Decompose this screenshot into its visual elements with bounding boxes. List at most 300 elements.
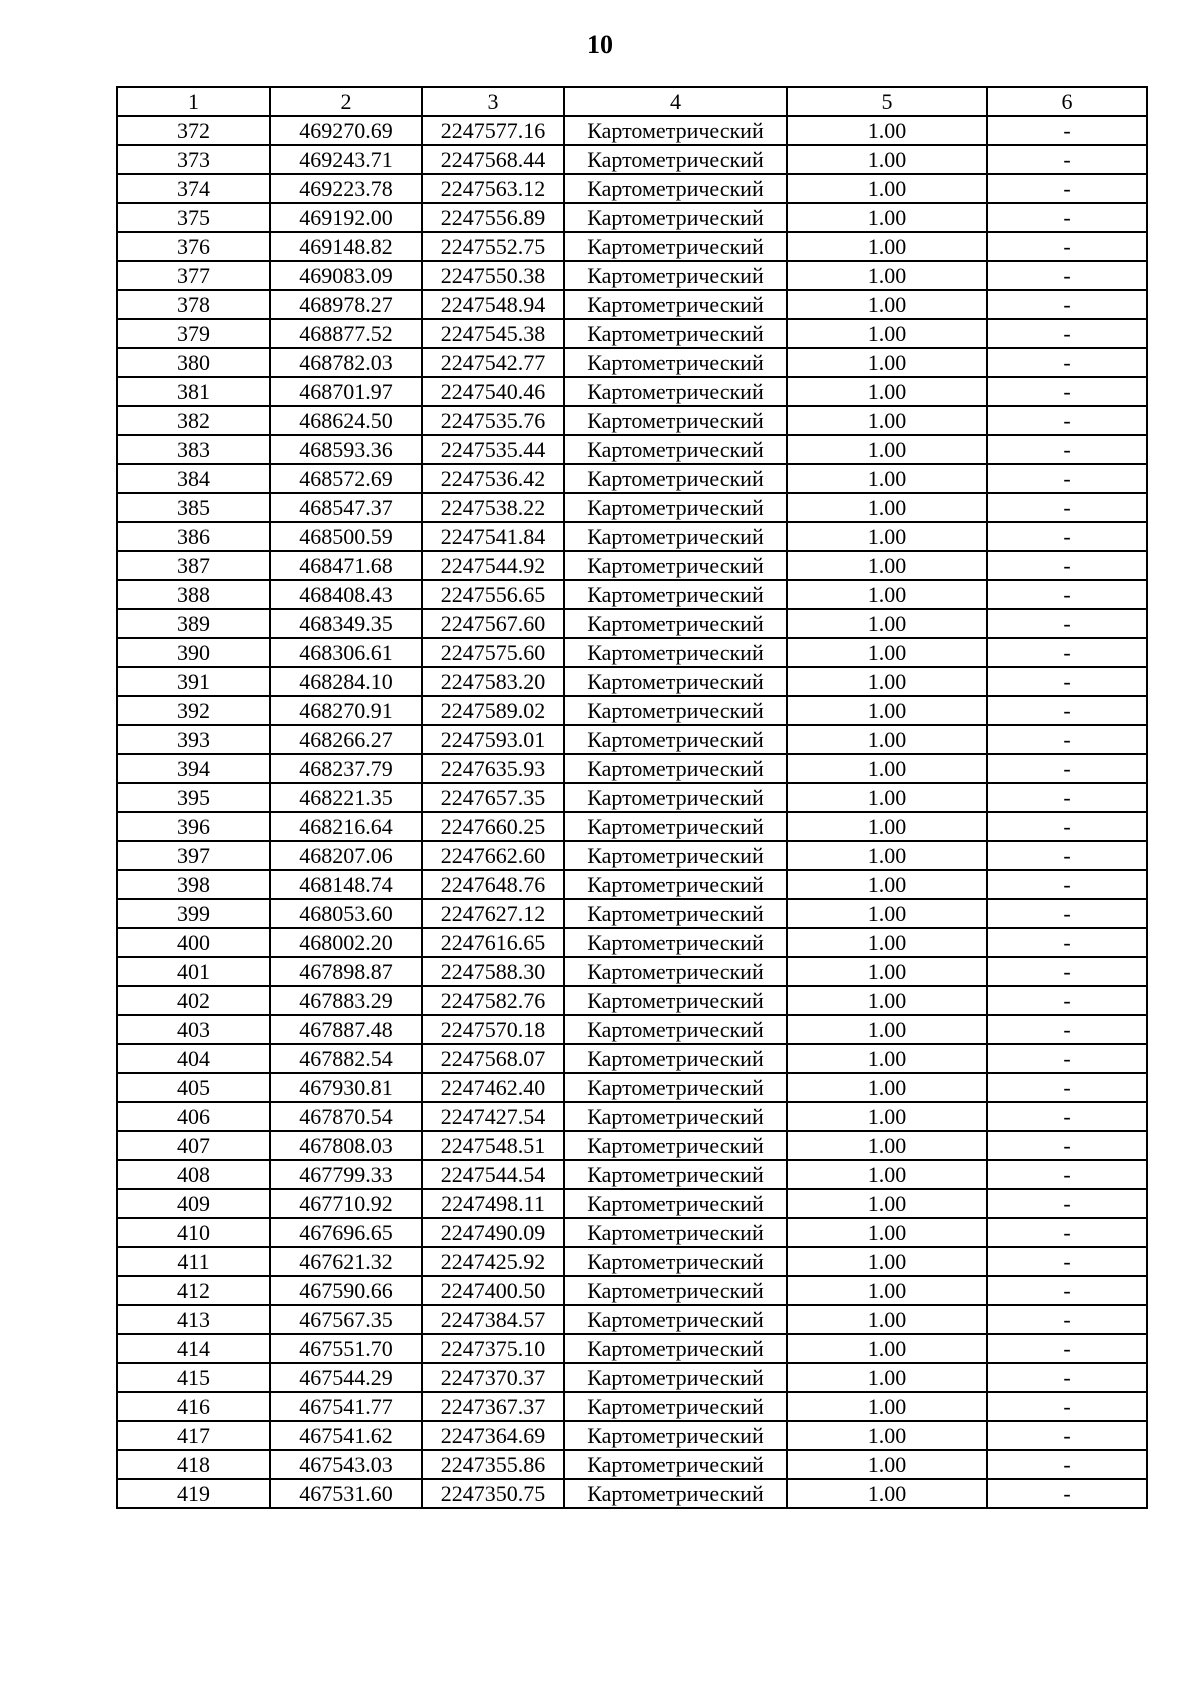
accuracy-cell: 1.00 (787, 1305, 987, 1334)
y-coordinate-cell: 2247616.65 (422, 928, 564, 957)
method-cell: Картометрический (564, 1450, 787, 1479)
column-header: 2 (270, 87, 422, 116)
note-cell: - (987, 638, 1147, 667)
method-cell: Картометрический (564, 957, 787, 986)
x-coordinate-cell: 468471.68 (270, 551, 422, 580)
accuracy-cell: 1.00 (787, 1160, 987, 1189)
point-number-cell: 378 (117, 290, 270, 319)
x-coordinate-cell: 468978.27 (270, 290, 422, 319)
note-cell: - (987, 957, 1147, 986)
coordinates-table (116, 86, 1148, 1509)
method-cell: Картометрический (564, 1160, 787, 1189)
note-cell: - (987, 1102, 1147, 1131)
accuracy-cell: 1.00 (787, 493, 987, 522)
method-cell: Картометрический (564, 377, 787, 406)
accuracy-cell: 1.00 (787, 261, 987, 290)
y-coordinate-cell: 2247568.07 (422, 1044, 564, 1073)
x-coordinate-cell: 469192.00 (270, 203, 422, 232)
note-cell: - (987, 116, 1147, 145)
method-cell: Картометрический (564, 145, 787, 174)
accuracy-cell: 1.00 (787, 725, 987, 754)
accuracy-cell: 1.00 (787, 174, 987, 203)
y-coordinate-cell: 2247355.86 (422, 1450, 564, 1479)
note-cell: - (987, 174, 1147, 203)
column-header: 3 (422, 87, 564, 116)
x-coordinate-cell: 467898.87 (270, 957, 422, 986)
point-number-cell: 379 (117, 319, 270, 348)
method-cell: Картометрический (564, 1247, 787, 1276)
x-coordinate-cell: 468148.74 (270, 870, 422, 899)
accuracy-cell: 1.00 (787, 1479, 987, 1508)
x-coordinate-cell: 467621.32 (270, 1247, 422, 1276)
point-number-cell: 384 (117, 464, 270, 493)
point-number-cell: 389 (117, 609, 270, 638)
point-number-cell: 403 (117, 1015, 270, 1044)
method-cell: Картометрический (564, 870, 787, 899)
method-cell: Картометрический (564, 841, 787, 870)
table-row (117, 754, 1147, 783)
accuracy-cell: 1.00 (787, 667, 987, 696)
table-row (117, 348, 1147, 377)
y-coordinate-cell: 2247552.75 (422, 232, 564, 261)
accuracy-cell: 1.00 (787, 348, 987, 377)
method-cell: Картометрический (564, 1392, 787, 1421)
method-cell: Картометрический (564, 522, 787, 551)
y-coordinate-cell: 2247384.57 (422, 1305, 564, 1334)
y-coordinate-cell: 2247462.40 (422, 1073, 564, 1102)
y-coordinate-cell: 2247588.30 (422, 957, 564, 986)
y-coordinate-cell: 2247425.92 (422, 1247, 564, 1276)
y-coordinate-cell: 2247563.12 (422, 174, 564, 203)
method-cell: Картометрический (564, 116, 787, 145)
y-coordinate-cell: 2247541.84 (422, 522, 564, 551)
accuracy-cell: 1.00 (787, 609, 987, 638)
accuracy-cell: 1.00 (787, 986, 987, 1015)
table-row (117, 1276, 1147, 1305)
table-row (117, 290, 1147, 319)
point-number-cell: 399 (117, 899, 270, 928)
x-coordinate-cell: 468216.64 (270, 812, 422, 841)
table-row (117, 1044, 1147, 1073)
method-cell: Картометрический (564, 783, 787, 812)
point-number-cell: 405 (117, 1073, 270, 1102)
note-cell: - (987, 1334, 1147, 1363)
x-coordinate-cell: 468500.59 (270, 522, 422, 551)
note-cell: - (987, 696, 1147, 725)
method-cell: Картометрический (564, 290, 787, 319)
point-number-cell: 404 (117, 1044, 270, 1073)
note-cell: - (987, 1160, 1147, 1189)
point-number-cell: 383 (117, 435, 270, 464)
note-cell: - (987, 1247, 1147, 1276)
method-cell: Картометрический (564, 1044, 787, 1073)
y-coordinate-cell: 2247627.12 (422, 899, 564, 928)
y-coordinate-cell: 2247542.77 (422, 348, 564, 377)
method-cell: Картометрический (564, 406, 787, 435)
table-row (117, 522, 1147, 551)
table-row (117, 1450, 1147, 1479)
point-number-cell: 374 (117, 174, 270, 203)
y-coordinate-cell: 2247575.60 (422, 638, 564, 667)
method-cell: Картометрический (564, 667, 787, 696)
x-coordinate-cell: 468624.50 (270, 406, 422, 435)
table-row (117, 435, 1147, 464)
y-coordinate-cell: 2247662.60 (422, 841, 564, 870)
method-cell: Картометрический (564, 1363, 787, 1392)
method-cell: Картометрический (564, 1334, 787, 1363)
x-coordinate-cell: 468221.35 (270, 783, 422, 812)
x-coordinate-cell: 468053.60 (270, 899, 422, 928)
method-cell: Картометрический (564, 319, 787, 348)
point-number-cell: 376 (117, 232, 270, 261)
y-coordinate-cell: 2247593.01 (422, 725, 564, 754)
point-number-cell: 419 (117, 1479, 270, 1508)
point-number-cell: 415 (117, 1363, 270, 1392)
y-coordinate-cell: 2247550.38 (422, 261, 564, 290)
method-cell: Картометрический (564, 1131, 787, 1160)
table-row (117, 1247, 1147, 1276)
table-row (117, 812, 1147, 841)
x-coordinate-cell: 467551.70 (270, 1334, 422, 1363)
accuracy-cell: 1.00 (787, 1218, 987, 1247)
y-coordinate-cell: 2247544.54 (422, 1160, 564, 1189)
table-row (117, 406, 1147, 435)
point-number-cell: 373 (117, 145, 270, 174)
x-coordinate-cell: 469148.82 (270, 232, 422, 261)
y-coordinate-cell: 2247582.76 (422, 986, 564, 1015)
point-number-cell: 414 (117, 1334, 270, 1363)
accuracy-cell: 1.00 (787, 1015, 987, 1044)
point-number-cell: 408 (117, 1160, 270, 1189)
note-cell: - (987, 899, 1147, 928)
table-row (117, 667, 1147, 696)
column-header: 6 (987, 87, 1147, 116)
y-coordinate-cell: 2247350.75 (422, 1479, 564, 1508)
y-coordinate-cell: 2247544.92 (422, 551, 564, 580)
table-row (117, 1363, 1147, 1392)
table-row (117, 580, 1147, 609)
note-cell: - (987, 1015, 1147, 1044)
note-cell: - (987, 812, 1147, 841)
x-coordinate-cell: 467541.62 (270, 1421, 422, 1450)
table-row (117, 1102, 1147, 1131)
accuracy-cell: 1.00 (787, 551, 987, 580)
x-coordinate-cell: 467710.92 (270, 1189, 422, 1218)
point-number-cell: 387 (117, 551, 270, 580)
table-row (117, 203, 1147, 232)
method-cell: Картометрический (564, 696, 787, 725)
table-row (117, 870, 1147, 899)
method-cell: Картометрический (564, 1276, 787, 1305)
header-row (117, 87, 1147, 116)
y-coordinate-cell: 2247648.76 (422, 870, 564, 899)
table-row (117, 841, 1147, 870)
x-coordinate-cell: 468266.27 (270, 725, 422, 754)
table-row (117, 928, 1147, 957)
note-cell: - (987, 580, 1147, 609)
point-number-cell: 406 (117, 1102, 270, 1131)
point-number-cell: 413 (117, 1305, 270, 1334)
x-coordinate-cell: 467808.03 (270, 1131, 422, 1160)
point-number-cell: 417 (117, 1421, 270, 1450)
table-row (117, 1189, 1147, 1218)
x-coordinate-cell: 467544.29 (270, 1363, 422, 1392)
accuracy-cell: 1.00 (787, 203, 987, 232)
table-row (117, 783, 1147, 812)
method-cell: Картометрический (564, 725, 787, 754)
table-row (117, 116, 1147, 145)
method-cell: Картометрический (564, 812, 787, 841)
y-coordinate-cell: 2247535.76 (422, 406, 564, 435)
x-coordinate-cell: 467543.03 (270, 1450, 422, 1479)
note-cell: - (987, 1044, 1147, 1073)
accuracy-cell: 1.00 (787, 464, 987, 493)
method-cell: Картометрический (564, 551, 787, 580)
y-coordinate-cell: 2247490.09 (422, 1218, 564, 1247)
note-cell: - (987, 1392, 1147, 1421)
method-cell: Картометрический (564, 580, 787, 609)
accuracy-cell: 1.00 (787, 1363, 987, 1392)
x-coordinate-cell: 469270.69 (270, 116, 422, 145)
note-cell: - (987, 667, 1147, 696)
table-row (117, 377, 1147, 406)
x-coordinate-cell: 467541.77 (270, 1392, 422, 1421)
x-coordinate-cell: 468701.97 (270, 377, 422, 406)
point-number-cell: 416 (117, 1392, 270, 1421)
accuracy-cell: 1.00 (787, 145, 987, 174)
method-cell: Картометрический (564, 493, 787, 522)
y-coordinate-cell: 2247556.89 (422, 203, 564, 232)
accuracy-cell: 1.00 (787, 928, 987, 957)
note-cell: - (987, 319, 1147, 348)
table-row (117, 1131, 1147, 1160)
point-number-cell: 398 (117, 870, 270, 899)
note-cell: - (987, 1073, 1147, 1102)
page-number: 10 (587, 30, 613, 59)
accuracy-cell: 1.00 (787, 435, 987, 464)
point-number-cell: 385 (117, 493, 270, 522)
accuracy-cell: 1.00 (787, 841, 987, 870)
x-coordinate-cell: 469083.09 (270, 261, 422, 290)
note-cell: - (987, 377, 1147, 406)
note-cell: - (987, 464, 1147, 493)
accuracy-cell: 1.00 (787, 1247, 987, 1276)
accuracy-cell: 1.00 (787, 1276, 987, 1305)
note-cell: - (987, 348, 1147, 377)
accuracy-cell: 1.00 (787, 870, 987, 899)
y-coordinate-cell: 2247498.11 (422, 1189, 564, 1218)
x-coordinate-cell: 467567.35 (270, 1305, 422, 1334)
table-row (117, 261, 1147, 290)
x-coordinate-cell: 468547.37 (270, 493, 422, 522)
point-number-cell: 410 (117, 1218, 270, 1247)
column-header: 4 (564, 87, 787, 116)
accuracy-cell: 1.00 (787, 812, 987, 841)
point-number-cell: 388 (117, 580, 270, 609)
table-row (117, 319, 1147, 348)
note-cell: - (987, 1276, 1147, 1305)
table-row (117, 1421, 1147, 1450)
point-number-cell: 400 (117, 928, 270, 957)
point-number-cell: 372 (117, 116, 270, 145)
y-coordinate-cell: 2247577.16 (422, 116, 564, 145)
x-coordinate-cell: 467799.33 (270, 1160, 422, 1189)
table-row (117, 174, 1147, 203)
point-number-cell: 402 (117, 986, 270, 1015)
point-number-cell: 392 (117, 696, 270, 725)
table-row (117, 1392, 1147, 1421)
method-cell: Картометрический (564, 928, 787, 957)
accuracy-cell: 1.00 (787, 1102, 987, 1131)
table-row (117, 899, 1147, 928)
y-coordinate-cell: 2247375.10 (422, 1334, 564, 1363)
table-row (117, 638, 1147, 667)
accuracy-cell: 1.00 (787, 522, 987, 551)
note-cell: - (987, 522, 1147, 551)
point-number-cell: 380 (117, 348, 270, 377)
method-cell: Картометрический (564, 1015, 787, 1044)
point-number-cell: 418 (117, 1450, 270, 1479)
accuracy-cell: 1.00 (787, 580, 987, 609)
note-cell: - (987, 1305, 1147, 1334)
column-header: 5 (787, 87, 987, 116)
note-cell: - (987, 783, 1147, 812)
table-row (117, 464, 1147, 493)
y-coordinate-cell: 2247538.22 (422, 493, 564, 522)
x-coordinate-cell: 468349.35 (270, 609, 422, 638)
table-row (117, 232, 1147, 261)
note-cell: - (987, 1131, 1147, 1160)
table-row (117, 957, 1147, 986)
x-coordinate-cell: 467590.66 (270, 1276, 422, 1305)
note-cell: - (987, 1421, 1147, 1450)
point-number-cell: 412 (117, 1276, 270, 1305)
x-coordinate-cell: 469223.78 (270, 174, 422, 203)
method-cell: Картометрический (564, 1305, 787, 1334)
x-coordinate-cell: 467887.48 (270, 1015, 422, 1044)
x-coordinate-cell: 467870.54 (270, 1102, 422, 1131)
method-cell: Картометрический (564, 899, 787, 928)
point-number-cell: 409 (117, 1189, 270, 1218)
note-cell: - (987, 1218, 1147, 1247)
method-cell: Картометрический (564, 261, 787, 290)
accuracy-cell: 1.00 (787, 1073, 987, 1102)
method-cell: Картометрический (564, 464, 787, 493)
accuracy-cell: 1.00 (787, 1392, 987, 1421)
note-cell: - (987, 203, 1147, 232)
note-cell: - (987, 928, 1147, 957)
table-row (117, 696, 1147, 725)
accuracy-cell: 1.00 (787, 290, 987, 319)
note-cell: - (987, 1479, 1147, 1508)
method-cell: Картометрический (564, 1073, 787, 1102)
point-number-cell: 377 (117, 261, 270, 290)
table-row (117, 551, 1147, 580)
table-row (117, 1218, 1147, 1247)
y-coordinate-cell: 2247589.02 (422, 696, 564, 725)
x-coordinate-cell: 467882.54 (270, 1044, 422, 1073)
accuracy-cell: 1.00 (787, 377, 987, 406)
y-coordinate-cell: 2247567.60 (422, 609, 564, 638)
y-coordinate-cell: 2247535.44 (422, 435, 564, 464)
accuracy-cell: 1.00 (787, 319, 987, 348)
note-cell: - (987, 551, 1147, 580)
method-cell: Картометрический (564, 1421, 787, 1450)
table-row (117, 609, 1147, 638)
method-cell: Картометрический (564, 174, 787, 203)
note-cell: - (987, 986, 1147, 1015)
note-cell: - (987, 1363, 1147, 1392)
x-coordinate-cell: 468270.91 (270, 696, 422, 725)
accuracy-cell: 1.00 (787, 1044, 987, 1073)
accuracy-cell: 1.00 (787, 1450, 987, 1479)
note-cell: - (987, 1450, 1147, 1479)
point-number-cell: 381 (117, 377, 270, 406)
x-coordinate-cell: 469243.71 (270, 145, 422, 174)
x-coordinate-cell: 468408.43 (270, 580, 422, 609)
point-number-cell: 382 (117, 406, 270, 435)
method-cell: Картометрический (564, 609, 787, 638)
x-coordinate-cell: 468237.79 (270, 754, 422, 783)
accuracy-cell: 1.00 (787, 783, 987, 812)
point-number-cell: 393 (117, 725, 270, 754)
table-body (117, 116, 1147, 1508)
point-number-cell: 407 (117, 1131, 270, 1160)
accuracy-cell: 1.00 (787, 1131, 987, 1160)
method-cell: Картометрический (564, 348, 787, 377)
x-coordinate-cell: 468593.36 (270, 435, 422, 464)
method-cell: Картометрический (564, 1479, 787, 1508)
accuracy-cell: 1.00 (787, 1334, 987, 1363)
y-coordinate-cell: 2247635.93 (422, 754, 564, 783)
note-cell: - (987, 435, 1147, 464)
method-cell: Картометрический (564, 203, 787, 232)
y-coordinate-cell: 2247556.65 (422, 580, 564, 609)
accuracy-cell: 1.00 (787, 1421, 987, 1450)
y-coordinate-cell: 2247660.25 (422, 812, 564, 841)
table-row (117, 493, 1147, 522)
y-coordinate-cell: 2247568.44 (422, 145, 564, 174)
note-cell: - (987, 232, 1147, 261)
method-cell: Картометрический (564, 232, 787, 261)
table-row (117, 1334, 1147, 1363)
method-cell: Картометрический (564, 1102, 787, 1131)
accuracy-cell: 1.00 (787, 1189, 987, 1218)
x-coordinate-cell: 468877.52 (270, 319, 422, 348)
x-coordinate-cell: 468782.03 (270, 348, 422, 377)
accuracy-cell: 1.00 (787, 232, 987, 261)
accuracy-cell: 1.00 (787, 957, 987, 986)
table-row (117, 1073, 1147, 1102)
method-cell: Картометрический (564, 986, 787, 1015)
note-cell: - (987, 406, 1147, 435)
note-cell: - (987, 145, 1147, 174)
accuracy-cell: 1.00 (787, 406, 987, 435)
method-cell: Картометрический (564, 754, 787, 783)
table-row (117, 986, 1147, 1015)
table-row (117, 1160, 1147, 1189)
point-number-cell: 397 (117, 841, 270, 870)
y-coordinate-cell: 2247370.37 (422, 1363, 564, 1392)
note-cell: - (987, 493, 1147, 522)
accuracy-cell: 1.00 (787, 899, 987, 928)
note-cell: - (987, 754, 1147, 783)
table-row (117, 1305, 1147, 1334)
y-coordinate-cell: 2247367.37 (422, 1392, 564, 1421)
y-coordinate-cell: 2247545.38 (422, 319, 564, 348)
x-coordinate-cell: 467883.29 (270, 986, 422, 1015)
x-coordinate-cell: 467930.81 (270, 1073, 422, 1102)
